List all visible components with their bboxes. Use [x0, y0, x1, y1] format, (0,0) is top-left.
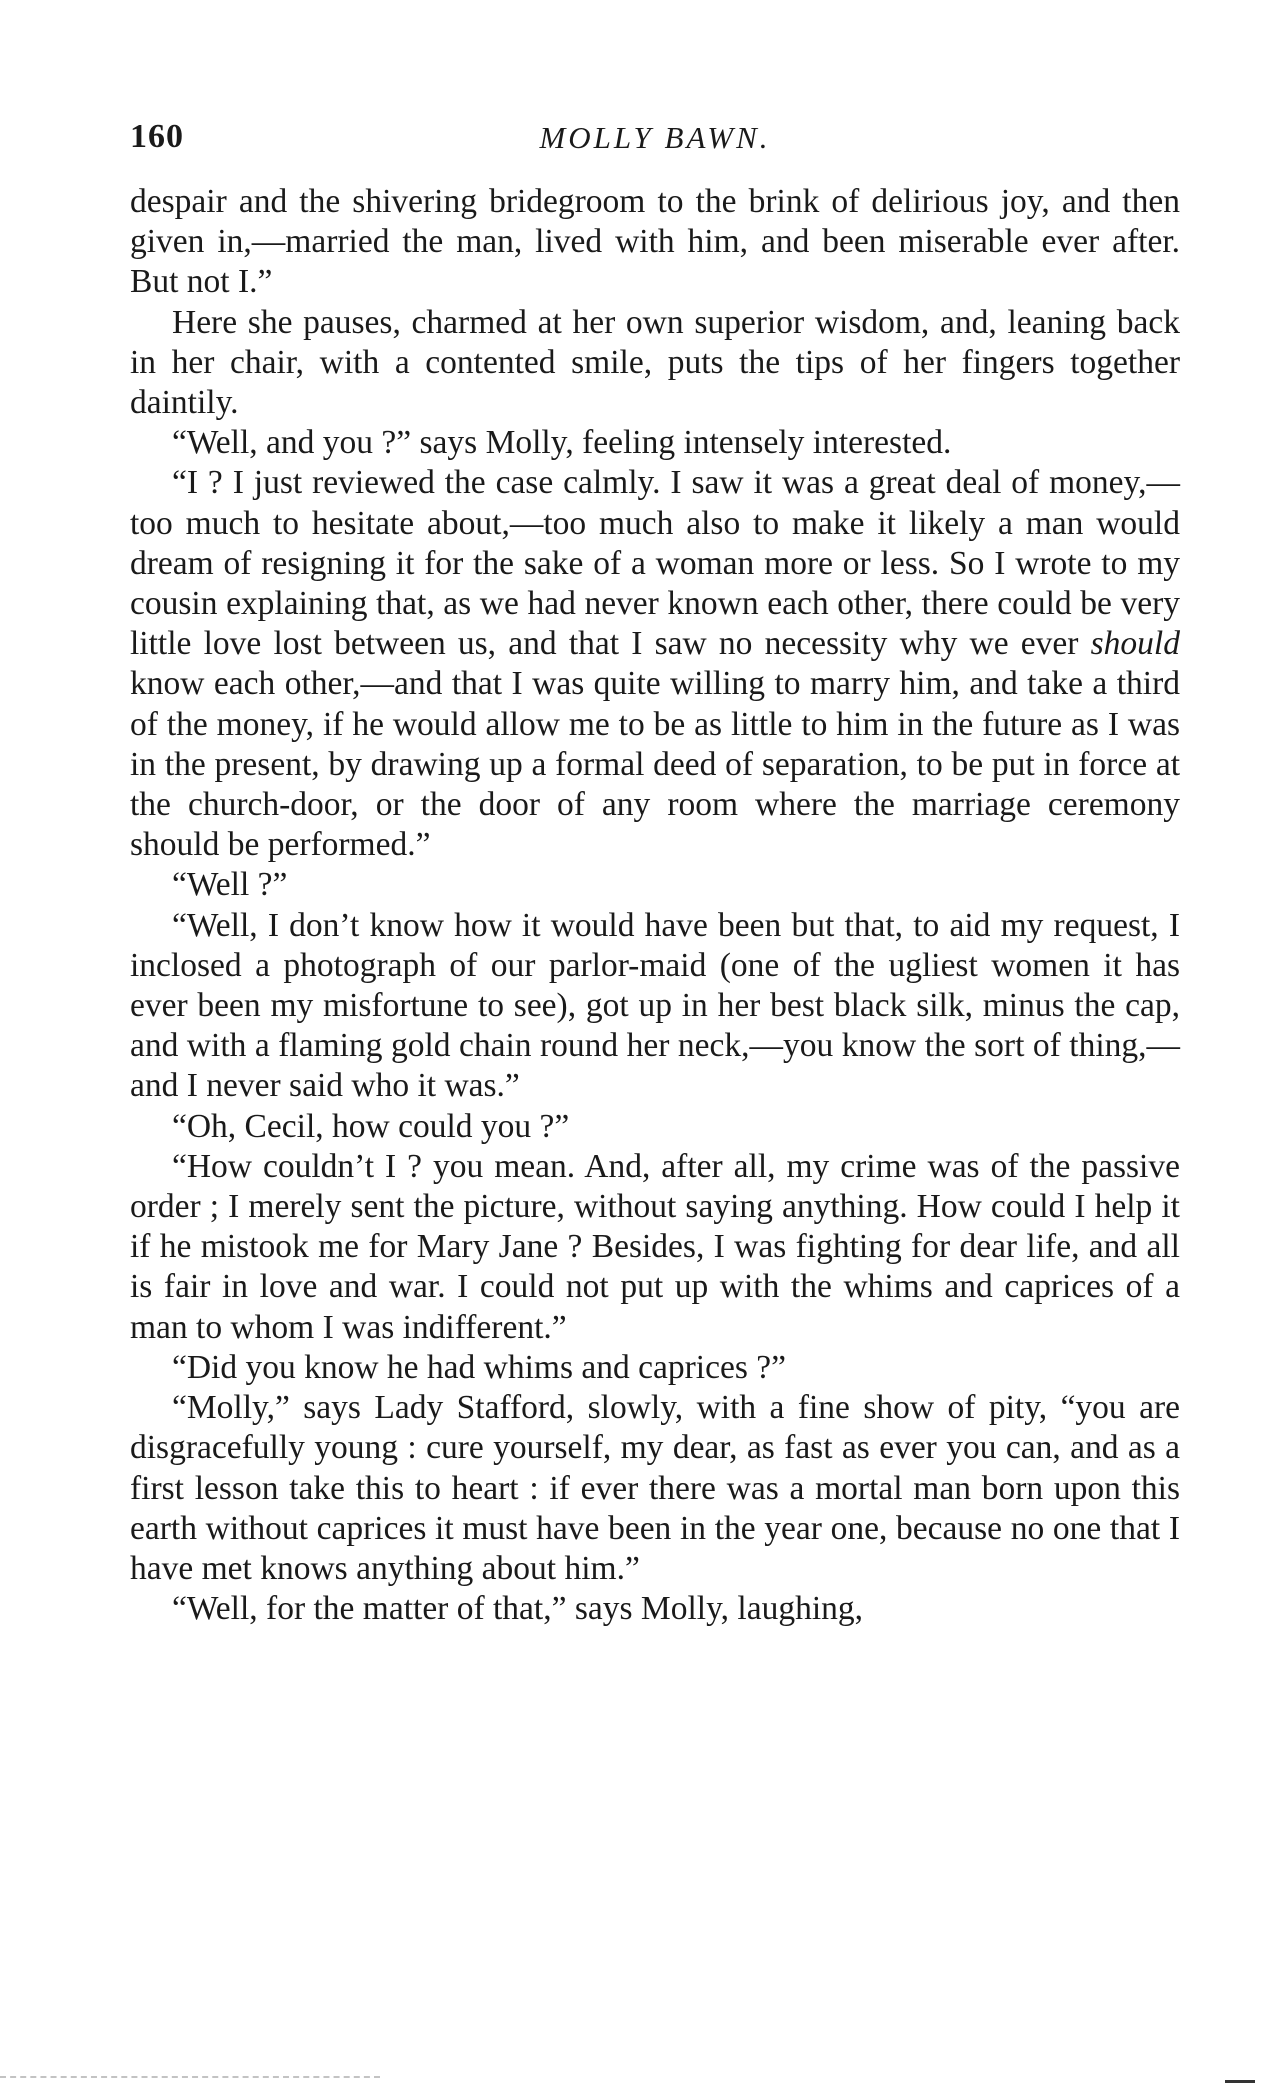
- book-page: [130, 118, 1180, 1629]
- paragraph: “Well, I don’t know how it would have been but that, to aid my request, I inclosed a photograph of our parlor-maid (one of the ugliest women it has ever been my misfortune to see), got up in her best black silk, minus the cap, and with a flaming gold chain round her neck,—you know the sort of thing,—and I never said who it was.”: [130, 906, 1180, 1105]
- paragraph: “Well ?”: [172, 866, 288, 904]
- paragraph: “Well, and you ?” says Molly, feeling intensely interested.: [172, 424, 952, 462]
- paragraph: “Did you know he had whims and caprices ?”: [172, 1348, 786, 1386]
- paragraph: “How couldn’t I ? you mean. And, after all, my crime was of the passive order ; I merely sent the picture, without saying anything. How could I help it if he mistook me for Mary Jane ? Besides, I was fighting for dear life, and all is fair in love and war. I could not put up with the whims and caprices of a man to whom I was indifferent.”: [130, 1147, 1180, 1346]
- emphasis-word: should: [1090, 625, 1180, 663]
- paragraph: “Oh, Cecil, how could you ?”: [172, 1107, 570, 1145]
- page-header: [130, 118, 1180, 174]
- footer-rule: [0, 2076, 380, 2078]
- running-title: MOLLY BAWN.: [539, 120, 771, 155]
- corner-mark: [1225, 2080, 1255, 2083]
- paragraph: “Molly,” says Lady Stafford, slowly, with a fine show of pity, “you are disgracefully young : cure yourself, my dear, as fast as ever you can, and as a first lesson take this to heart : if ever there was a mortal man born upon this earth without caprices it must have been in the year one, because no one that I have met knows anything about him.”: [130, 1389, 1180, 1587]
- paragraph: despair and the shivering bridegroom to the brink of delirious joy, and then given in,—married the man, lived with him, and been miserable ever after. But not I.”: [130, 183, 1180, 301]
- paragraph-tail: know each other,—and that I was quite willing to marry him, and take a third of the money, if he would allow me to be as little to him in the future as I was in the present, by drawing up a formal deed of separation, to be put in force at the church-door, or the door of any room where the marriage ceremony should be performed.”: [130, 665, 1180, 864]
- page-number: 160: [130, 118, 184, 155]
- paragraph: “Well, for the matter of that,” says Molly, laughing,: [172, 1590, 864, 1628]
- body-text: [130, 182, 1180, 1629]
- paragraph-head: “I ? I just reviewed the case calmly. I saw it was a great deal of money,—too much to hesitate about,—too much also to make it likely a man would dream of resigning it for the sake of a woman more or less. So I wrote to my cousin explaining that, as we had never known each other, there could be very little love lost between us, and that I saw no necessity why we ever: [130, 464, 1180, 663]
- paragraph: Here she pauses, charmed at her own superior wisdom, and, leaning back in her chair, with a contented smile, puts the tips of her fingers together daintily.: [130, 303, 1180, 422]
- paragraph-with-emphasis: [130, 463, 1180, 865]
